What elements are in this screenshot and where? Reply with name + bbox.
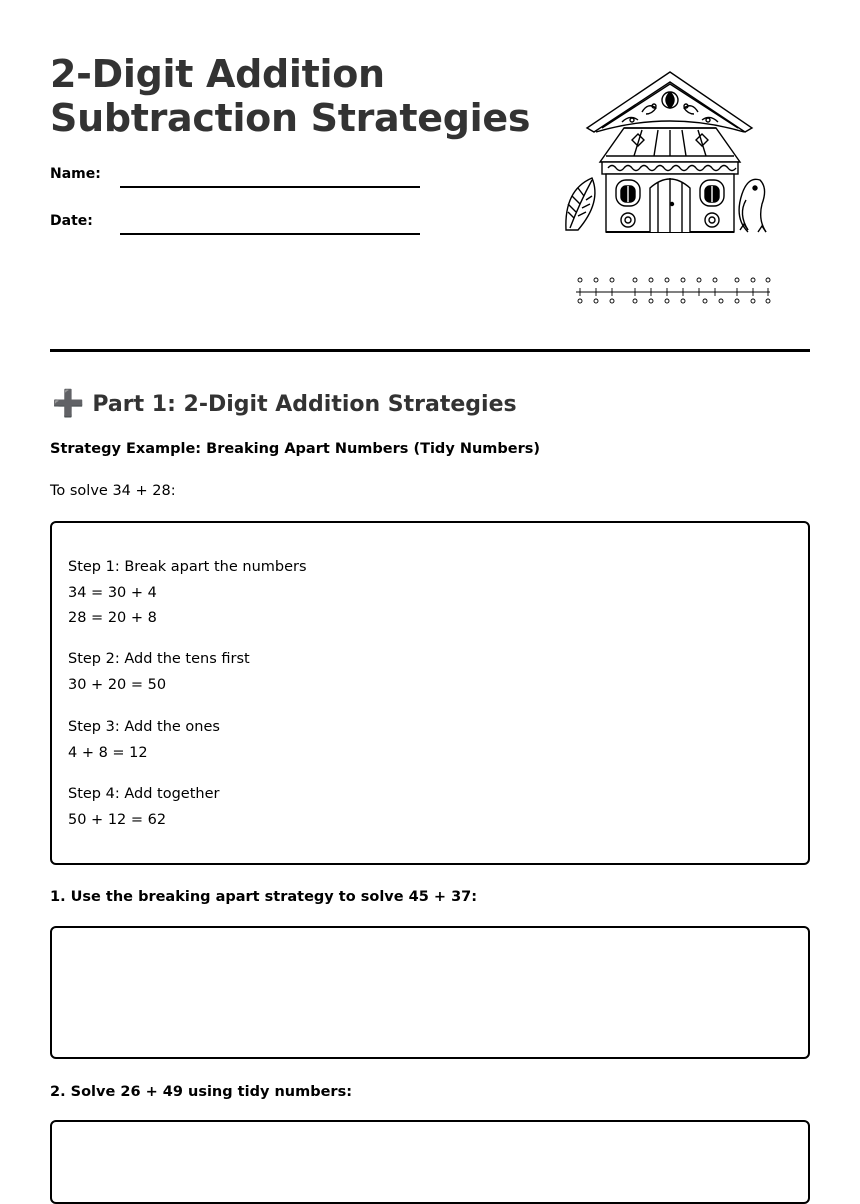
plus-icon: ➕ — [52, 389, 85, 419]
step-line: Step 4: Add together — [68, 786, 220, 802]
step-line: Step 2: Add the tens first — [68, 651, 250, 667]
title-line-2: Subtraction Strategies — [50, 96, 531, 140]
page-title — [50, 52, 530, 140]
part1-heading — [52, 388, 517, 421]
step-4 — [68, 782, 219, 833]
step-2 — [68, 647, 250, 698]
step-line: 4 + 8 = 12 — [68, 744, 148, 761]
step-line: Step 1: Break apart the numbers — [68, 559, 307, 575]
worked-example-box — [50, 521, 810, 865]
decorative-beaded-border — [574, 272, 774, 306]
carved-house-illustration — [562, 70, 772, 238]
part1-heading-text: Part 1: 2-Digit Addition Strategies — [92, 392, 517, 417]
step-line: Step 3: Add the ones — [68, 719, 220, 735]
step-line: 50 + 12 = 62 — [68, 811, 167, 828]
name-label: Name: — [50, 166, 101, 182]
step-line: 34 = 30 + 4 — [68, 584, 157, 601]
example-intro: To solve 34 + 28: — [50, 483, 176, 499]
title-line-1: 2-Digit Addition — [50, 52, 385, 96]
question-2: 2. Solve 26 + 49 using tidy numbers: — [50, 1084, 353, 1100]
step-line: 28 = 20 + 8 — [68, 610, 157, 626]
step-3 — [68, 715, 220, 766]
answer-box-1[interactable] — [50, 926, 810, 1059]
question-1: 1. Use the breaking apart strategy to solve 45 + 37: — [50, 889, 478, 905]
name-field-line[interactable] — [120, 186, 420, 188]
strategy-example-title: Strategy Example: Breaking Apart Numbers (Tidy Numbers) — [50, 441, 541, 457]
step-line: 30 + 20 = 50 — [68, 676, 167, 693]
header-divider — [50, 349, 810, 352]
answer-box-2[interactable] — [50, 1120, 810, 1204]
date-label: Date: — [50, 213, 93, 229]
step-1 — [68, 555, 307, 632]
date-field-line[interactable] — [120, 233, 420, 235]
